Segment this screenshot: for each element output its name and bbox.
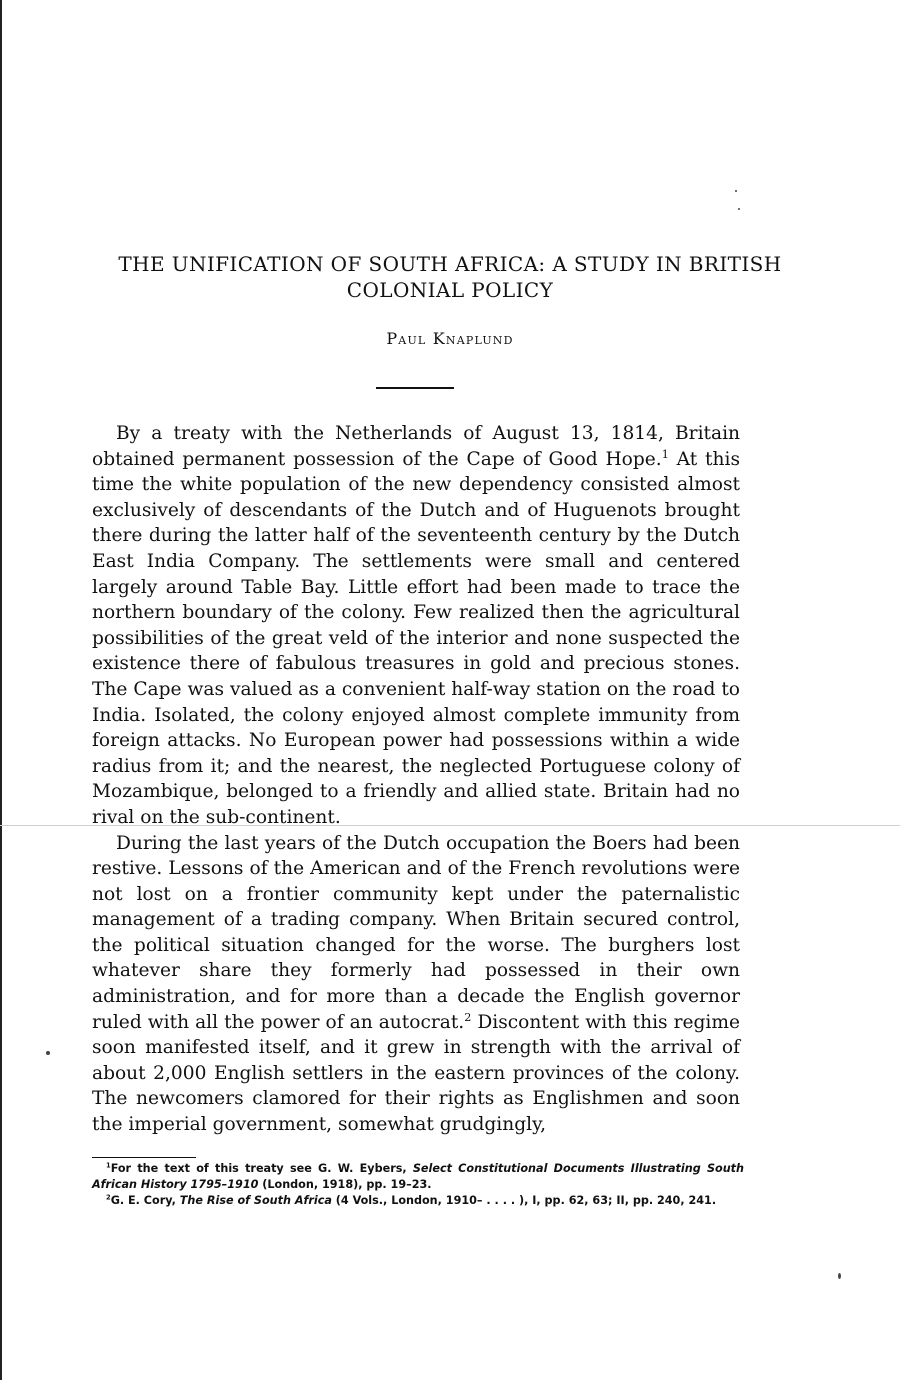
paragraph-text: During the last years of the Dutch occupation the Boers had been restive. Lessons of the American and of the French revolutions were not lost on a frontier community kept under the paternalistic management of a trading company. When Britain secured control, the political situation changed for the worse. The burghers lost whatever share they formerly had possessed in their own administration, and for more than a decade the English governor ruled with all the power of an autocrat. [92,832,740,1033]
article-title: THE UNIFICATION OF SOUTH AFRICA: A STUDY IN BRITISH COLONIAL POLICY [118,252,782,302]
scan-left-edge [0,0,2,1380]
footnotes [92,1161,744,1209]
author-name: Paul Knaplund [386,329,514,348]
paragraph-text: Discontent with this regime soon manifested itself, and it grew in strength with the arrival of about 2,000 English settlers in the eastern provinces of the colony. The newcomers clamored for their rights as Englishmen and soon the imperial government, somewhat grudgingly, [92,1011,740,1136]
paragraph-text: At this time the white population of the new dependency consisted almost exclusively of descendants of the Dutch and of Huguenots brought there during the latter half of the seventeenth century by the Dutch East India Company. The settlements were small and centered largely around Table Bay. Little effort had been made to trace the northern boundary of the colony. Few realized then the agricultural possibilities of the great veld of the interior and none suspected the existence there of fabulous treasures in gold and precious stones. The Cape was valued as a convenient half-way station on the road to India. Isolated, the colony enjoyed almost complete immunity from foreign attacks. No European power had possessions within a wide radius from it; and the nearest, the neglected Portuguese colony of Mozambique, belonged to a friendly and allied state. Britain had no rival on the sub-continent. [92,448,740,828]
footnote-text: (4 Vols., London, 1910– . . . . ), I, pp. 62, 63; II, pp. 240, 241. [331,1194,717,1207]
footnote-separator-rule [92,1157,196,1158]
footnote-text: For the text of this treaty see G. W. Eybers, [110,1162,413,1175]
footnote-cited-title: Select Constitutional Documents Illustrating South African History 1795–1910 [92,1162,744,1191]
footnote-cited-title: The Rise of South Africa [179,1194,332,1207]
footnote-number: 2 [106,1193,111,1202]
title-separator-rule [376,387,454,389]
footnote-marker: 2 [464,1010,472,1024]
article-body [92,421,740,1138]
body-paragraph [92,421,740,831]
paragraph-text: By a treaty with the Netherlands of August 13, 1814, Britain obtained permanent possession of the Cape of Good Hope. [92,423,740,470]
scan-speck [735,190,737,192]
footnote [92,1161,744,1193]
body-paragraph [92,831,740,1138]
footnote-number: 1 [106,1161,111,1170]
footnote-text: G. E. Cory, [110,1194,180,1207]
scan-speck [838,1273,841,1279]
footnote [92,1193,744,1209]
scan-speck [738,208,740,210]
footnote-text: (London, 1918), pp. 19–23. [258,1178,432,1191]
footnote-marker: 1 [661,447,669,461]
scan-speck [46,1051,50,1055]
